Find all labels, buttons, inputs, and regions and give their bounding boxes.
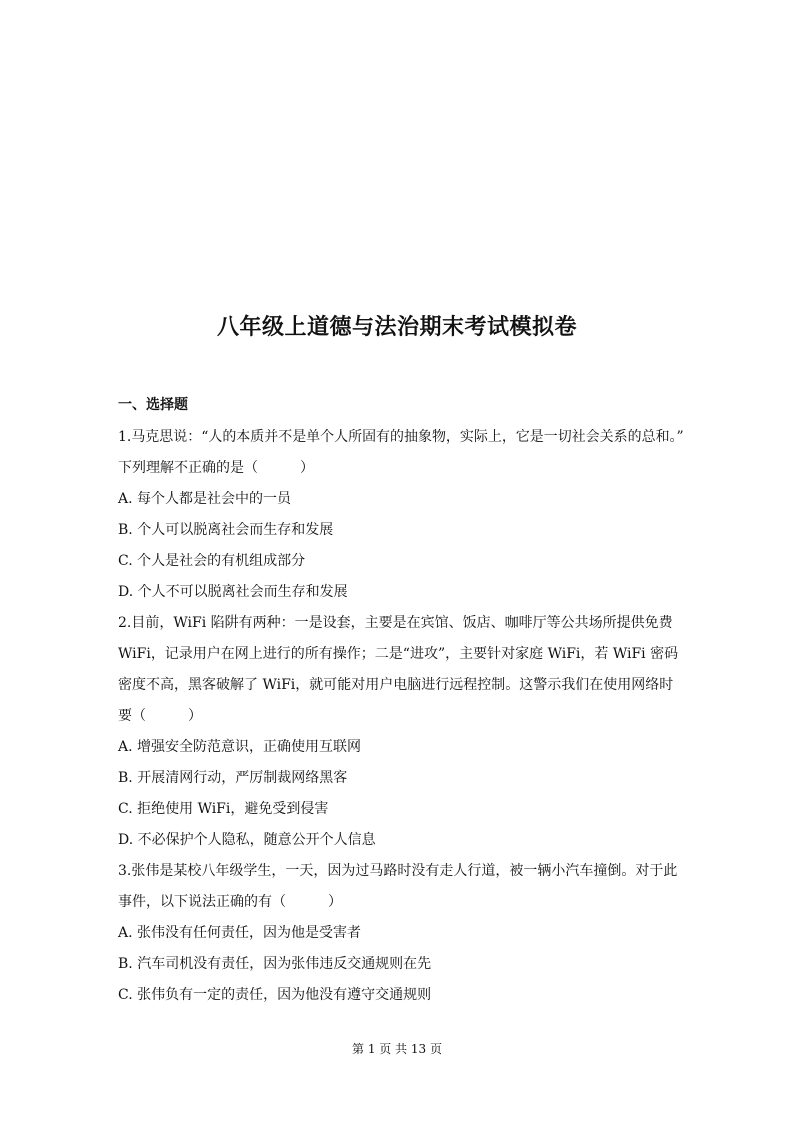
question-1-stem-line-2 xyxy=(118,459,314,477)
question-2-stem-close: ） xyxy=(188,708,202,724)
question-1-option-c: C. 个人是社会的有机组成部分 xyxy=(118,553,306,569)
question-2-option-d: D. 不必保护个人隐私，随意公开个人信息 xyxy=(118,832,376,848)
question-2-stem-line-3: 密度不高，黑客破解了 WiFi，就可能对用户电脑进行远程控制。这警示我们在使用网络时 xyxy=(118,677,674,693)
question-3-option-b: B. 汽车司机没有责任，因为张伟违反交通规则在先 xyxy=(118,956,432,972)
question-3-stem-text: 事件，以下说法正确的有（ xyxy=(118,894,286,910)
question-2-option-c: C. 拒绝使用 WiFi，避免受到侵害 xyxy=(118,801,329,817)
question-1-stem-close: ） xyxy=(300,460,314,476)
question-2-option-a: A. 增强安全防范意识，正确使用互联网 xyxy=(118,739,362,755)
section-heading: 一、选择题 xyxy=(118,397,188,413)
question-2-option-b: B. 开展清网行动，严厉制裁网络黑客 xyxy=(118,770,348,786)
question-2-stem-line-1: 2.目前，WiFi 陷阱有两种：一是设套，主要是在宾馆、饭店、咖啡厅等公共场所提供免费 xyxy=(118,615,673,631)
question-2-stem-text: 要（ xyxy=(118,708,146,724)
question-2-stem-line-2: WiFi，记录用户在网上进行的所有操作；二是“进攻”，主要针对家庭 WiFi，若 WiFi 密码 xyxy=(118,646,679,662)
question-1-stem-line-1: 1.马克思说：“人的本质并不是单个人所固有的抽象物，实际上，它是一切社会关系的总和。” xyxy=(118,429,684,445)
document-title: 八年级上道德与法治期末考试模拟卷 xyxy=(216,314,577,340)
question-1-option-b: B. 个人可以脱离社会而生存和发展 xyxy=(118,522,334,538)
question-3-option-c: C. 张伟负有一定的责任，因为他没有遵守交通规则 xyxy=(118,987,432,1003)
question-3-stem-close: ） xyxy=(328,894,342,910)
question-1-option-a: A. 每个人都是社会中的一员 xyxy=(118,491,292,507)
question-3-stem-line-1: 3.张伟是某校八年级学生，一天，因为过马路时没有走人行道，被一辆小汽车撞倒。对于此 xyxy=(118,863,678,879)
question-1-option-d: D. 个人不可以脱离社会而生存和发展 xyxy=(118,584,348,600)
question-2-stem-line-4 xyxy=(118,707,202,725)
question-3-stem-line-2 xyxy=(118,893,342,911)
question-1-stem-text: 下列理解不正确的是（ xyxy=(118,460,258,476)
page-footer: 第 1 页 共 13 页 xyxy=(352,1042,442,1056)
question-3-option-a: A. 张伟没有任何责任，因为他是受害者 xyxy=(118,925,362,941)
